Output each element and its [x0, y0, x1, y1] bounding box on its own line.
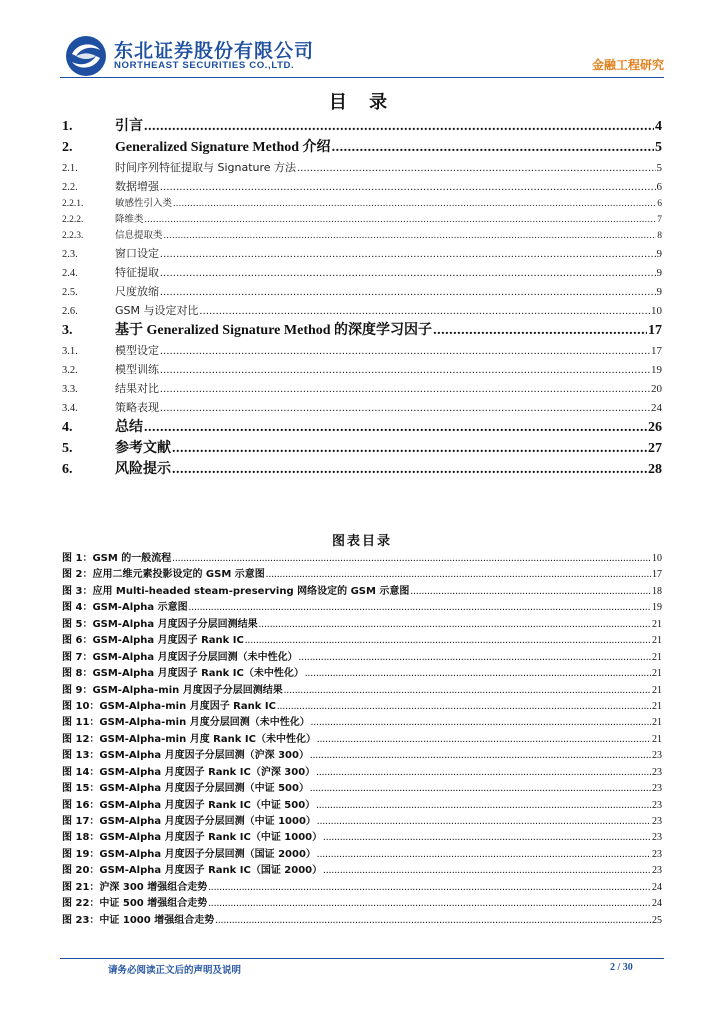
figure-entry-label: 图 16：GSM-Alpha 月度因子 Rank IC（中证 500） — [62, 799, 316, 811]
dot-leader — [317, 732, 651, 748]
dot-leader — [160, 380, 650, 398]
figure-entry-page: 19 — [652, 602, 662, 614]
figure-entry-label: 图 13：GSM-Alpha 月度因子分层回测（沪深 300） — [62, 750, 309, 762]
toc-entry[interactable] — [62, 341, 662, 360]
toc-entry-page: 9 — [656, 248, 662, 260]
figure-entry-page: 23 — [652, 848, 662, 860]
toc-entry-number: 2.2.1. — [62, 199, 84, 209]
toc-entry-number: 5. — [62, 441, 73, 456]
dot-leader — [305, 666, 651, 682]
toc-entry-label: 参考文献 — [115, 441, 171, 456]
figure-entry-label: 图 23：中证 1000 增强组合走势 — [62, 914, 215, 926]
dot-leader — [332, 137, 654, 158]
company-name-cn: 东北证券股份有限公司 — [114, 40, 315, 62]
toc-entry[interactable] — [62, 116, 662, 137]
figure-entry-page: 24 — [652, 898, 662, 910]
figure-entry[interactable] — [62, 798, 662, 814]
toc-entry[interactable] — [62, 158, 662, 177]
figure-entry-label: 图 10：GSM-Alpha-min 月度因子 Rank IC — [62, 700, 276, 712]
figure-entry-label: 图 6：GSM-Alpha 月度因子 Rank IC — [62, 635, 244, 647]
dot-leader — [277, 699, 651, 715]
figure-entry[interactable] — [62, 913, 662, 929]
figure-entry-page: 10 — [652, 553, 662, 564]
figure-entry[interactable] — [62, 600, 662, 616]
figure-list — [62, 551, 662, 929]
toc-entry-page: 28 — [648, 462, 662, 477]
toc-entry-page: 8 — [657, 231, 662, 241]
report-section-label: 金融工程研究 — [591, 58, 664, 72]
figure-entry-page: 25 — [652, 914, 662, 926]
dot-leader — [172, 459, 647, 480]
figure-entry-page: 23 — [652, 766, 662, 778]
figure-entry-label: 图 11：GSM-Alpha-min 月度分层回测（未中性化） — [62, 717, 310, 729]
figure-entry-label: 图 9：GSM-Alpha-min 月度因子分层回测结果 — [62, 684, 283, 696]
toc-entry-label: 尺度放缩 — [115, 285, 159, 298]
figure-entry-page: 23 — [652, 816, 662, 827]
figure-entry-label: 图 3：应用 Multi-headed steam-preserving 网络设定的 GSM 示意图 — [62, 585, 410, 597]
toc-entry-number: 3.4. — [62, 403, 78, 414]
toc-entry-number: 3.2. — [62, 365, 78, 376]
dot-leader — [297, 159, 655, 177]
dot-leader — [299, 650, 651, 666]
toc-entry-page: 7 — [657, 215, 662, 225]
toc-entry-page: 26 — [648, 420, 662, 435]
toc-entry[interactable] — [62, 398, 662, 417]
toc-entry-number: 2.3. — [62, 249, 78, 260]
dot-leader — [172, 438, 647, 459]
figure-entry-label: 图 2：应用二维元素投影设定的 GSM 示意图 — [62, 569, 265, 581]
figure-entry-label: 图 4：GSM-Alpha 示意图 — [62, 602, 188, 614]
toc-entry-label: Generalized Signature Method 介绍 — [115, 140, 331, 155]
dot-leader — [266, 567, 651, 583]
toc-entry[interactable] — [62, 196, 662, 212]
toc-entry-label: 模型设定 — [115, 344, 159, 357]
figure-entry[interactable] — [62, 765, 662, 781]
figure-entry-label: 图 14：GSM-Alpha 月度因子 Rank IC（沪深 300） — [62, 766, 316, 778]
figure-list-title: 图表目录 — [331, 534, 392, 549]
figure-entry-label: 图 15：GSM-Alpha 月度因子分层回测（中证 500） — [62, 783, 309, 795]
company-logo-icon — [64, 34, 108, 78]
toc-entry[interactable] — [62, 263, 662, 282]
toc-entry-label: 模型训练 — [115, 363, 159, 376]
figure-entry-page: 21 — [652, 700, 662, 712]
table-of-contents — [62, 116, 662, 480]
dot-leader — [323, 863, 651, 879]
figure-entry[interactable] — [62, 863, 662, 879]
page-number: 2 / 30 — [610, 962, 633, 973]
toc-entry-number: 3.1. — [62, 346, 78, 357]
toc-entry-label: 总结 — [115, 420, 143, 435]
toc-entry-page: 9 — [656, 267, 662, 279]
toc-entry[interactable] — [62, 177, 662, 196]
dot-leader — [200, 302, 651, 320]
figure-entry[interactable] — [62, 699, 662, 715]
figure-entry[interactable] — [62, 814, 662, 830]
figure-entry-label: 图 5：GSM-Alpha 月度因子分层回测结果 — [62, 618, 258, 630]
figure-entry-label: 图 1：GSM 的一般流程 — [62, 553, 172, 564]
dot-leader — [160, 361, 650, 379]
figure-entry-label: 图 20：GSM-Alpha 月度因子 Rank IC（国证 2000） — [62, 865, 323, 877]
dot-leader — [172, 551, 651, 567]
toc-entry-number: 4. — [62, 420, 73, 435]
toc-entry-number: 2.5. — [62, 287, 78, 298]
dot-leader — [316, 765, 651, 781]
toc-entry-page: 17 — [648, 323, 662, 338]
figure-entry[interactable] — [62, 896, 662, 912]
toc-entry[interactable] — [62, 438, 662, 459]
toc-entry-page: 10 — [651, 305, 662, 317]
toc-entry[interactable] — [62, 244, 662, 263]
dot-leader — [145, 212, 657, 228]
toc-entry-number: 2.2. — [62, 182, 78, 193]
toc-entry[interactable] — [62, 212, 662, 228]
dot-leader — [160, 399, 650, 417]
figure-entry-page: 18 — [652, 585, 662, 597]
figure-entry[interactable] — [62, 847, 662, 863]
toc-entry-number: 2. — [62, 140, 73, 155]
figure-entry[interactable] — [62, 715, 662, 731]
dot-leader — [284, 683, 651, 699]
toc-entry-label: 敏感性引入类 — [115, 198, 173, 209]
toc-entry[interactable] — [62, 282, 662, 301]
dot-leader — [323, 830, 651, 846]
dot-leader — [410, 584, 651, 600]
toc-entry-label: 信息提取类 — [115, 230, 163, 241]
dot-leader — [208, 896, 651, 912]
figure-entry-page: 17 — [652, 569, 662, 581]
figure-entry-label: 图 8：GSM-Alpha 月度因子 Rank IC（未中性化） — [62, 668, 304, 680]
company-name-en: NORTHEAST SECURITIES CO.,LTD. — [114, 60, 295, 71]
figure-entry[interactable] — [62, 633, 662, 649]
figure-entry-page: 23 — [652, 865, 662, 877]
figure-entry[interactable] — [62, 748, 662, 764]
dot-leader — [160, 264, 656, 282]
toc-entry-label: 引言 — [115, 119, 143, 134]
figure-entry[interactable] — [62, 666, 662, 682]
figure-entry-page: 21 — [652, 717, 662, 729]
page-header — [60, 30, 664, 80]
toc-entry-number: 2.1. — [62, 163, 78, 174]
toc-entry[interactable] — [62, 459, 662, 480]
dot-leader — [311, 715, 651, 731]
figure-entry[interactable] — [62, 781, 662, 797]
figure-entry[interactable] — [62, 617, 662, 633]
figure-entry[interactable] — [62, 584, 662, 600]
figure-entry-page: 23 — [652, 799, 662, 811]
figure-entry[interactable] — [62, 732, 662, 748]
toc-entry-label: 基于 Generalized Signature Method 的深度学习因子 — [115, 323, 433, 338]
figure-entry-page: 23 — [652, 783, 662, 795]
figure-entry-page: 21 — [652, 733, 662, 745]
dot-leader — [245, 633, 651, 649]
figure-entry-page: 23 — [652, 832, 662, 844]
dot-leader — [160, 283, 656, 301]
toc-entry-number: 3. — [62, 323, 73, 338]
figure-entry-label: 图 19：GSM-Alpha 月度因子分层回测（国证 2000） — [62, 848, 316, 860]
dot-leader — [317, 814, 651, 830]
figure-entry[interactable] — [62, 683, 662, 699]
toc-entry[interactable] — [62, 320, 662, 341]
figure-entry-label: 图 7：GSM-Alpha 月度因子分层回测（未中性化） — [62, 651, 298, 663]
dot-leader — [259, 617, 651, 633]
toc-entry-number: 6. — [62, 462, 73, 477]
toc-entry-page: 5 — [655, 140, 662, 155]
dot-leader — [208, 880, 651, 896]
toc-entry-number: 2.4. — [62, 268, 78, 279]
toc-entry-page: 4 — [655, 119, 662, 134]
toc-entry-page: 17 — [651, 345, 662, 357]
figure-entry[interactable] — [62, 551, 662, 567]
toc-entry-label: 风险提示 — [115, 462, 171, 477]
toc-title: 目 录 — [328, 92, 396, 113]
dot-leader — [433, 320, 647, 341]
toc-entry-label: 特征提取 — [115, 266, 159, 279]
figure-entry-page: 21 — [652, 668, 662, 680]
toc-entry-page: 27 — [648, 441, 662, 456]
dot-leader — [144, 417, 647, 438]
figure-entry[interactable] — [62, 830, 662, 846]
dot-leader — [144, 116, 654, 137]
toc-entry[interactable] — [62, 360, 662, 379]
dot-leader — [173, 196, 656, 212]
toc-entry-page: 20 — [651, 383, 662, 395]
figure-entry[interactable] — [62, 567, 662, 583]
toc-entry-label: 数据增强 — [115, 180, 159, 193]
dot-leader — [316, 798, 651, 814]
figure-entry[interactable] — [62, 650, 662, 666]
toc-entry-page: 19 — [651, 364, 662, 376]
footer-notice: 请务必阅读正文后的声明及说明 — [108, 965, 242, 976]
figure-entry-label: 图 21：沪深 300 增强组合走势 — [62, 881, 208, 893]
toc-entry[interactable] — [62, 379, 662, 398]
toc-entry-label: 窗口设定 — [115, 247, 159, 260]
toc-entry-number: 2.6. — [62, 306, 78, 317]
toc-entry-page: 5 — [656, 162, 662, 174]
toc-entry-label: GSM 与设定对比 — [115, 304, 199, 317]
figure-entry-label: 图 17：GSM-Alpha 月度因子分层回测（中证 1000） — [62, 816, 316, 827]
dot-leader — [317, 847, 651, 863]
toc-entry[interactable] — [62, 301, 662, 320]
toc-entry-number: 1. — [62, 119, 73, 134]
dot-leader — [160, 342, 650, 360]
header-divider — [60, 77, 664, 78]
toc-entry-number: 2.2.2. — [62, 215, 84, 225]
figure-entry-page: 21 — [652, 635, 662, 647]
figure-entry-label: 图 22：中证 500 增强组合走势 — [62, 898, 208, 910]
dot-leader — [310, 748, 651, 764]
figure-entry[interactable] — [62, 880, 662, 896]
toc-entry-page: 6 — [657, 199, 662, 209]
toc-entry-label: 策略表现 — [115, 401, 159, 414]
dot-leader — [164, 228, 657, 244]
toc-entry-page: 9 — [656, 286, 662, 298]
toc-entry-label: 结果对比 — [115, 382, 159, 395]
figure-entry-page: 24 — [652, 881, 662, 893]
dot-leader — [215, 913, 651, 929]
figure-entry-page: 21 — [652, 684, 662, 696]
dot-leader — [160, 245, 656, 263]
toc-entry[interactable] — [62, 228, 662, 244]
toc-entry[interactable] — [62, 137, 662, 158]
toc-entry-number: 3.3. — [62, 384, 78, 395]
figure-entry-page: 23 — [652, 750, 662, 762]
toc-entry-label: 降维类 — [115, 214, 144, 225]
figure-entry-page: 21 — [652, 651, 662, 663]
footer-divider — [60, 958, 664, 959]
toc-entry[interactable] — [62, 417, 662, 438]
dot-leader — [189, 600, 651, 616]
dot-leader — [310, 781, 651, 797]
toc-entry-label: 时间序列特征提取与 Signature 方法 — [115, 161, 297, 174]
dot-leader — [160, 178, 656, 196]
toc-entry-number: 2.2.3. — [62, 231, 84, 241]
toc-entry-page: 6 — [656, 181, 662, 193]
toc-entry-page: 24 — [651, 402, 662, 414]
figure-entry-label: 图 12：GSM-Alpha-min 月度 Rank IC（未中性化） — [62, 733, 316, 745]
figure-entry-label: 图 18：GSM-Alpha 月度因子 Rank IC（中证 1000） — [62, 832, 323, 844]
figure-entry-page: 21 — [652, 618, 662, 630]
